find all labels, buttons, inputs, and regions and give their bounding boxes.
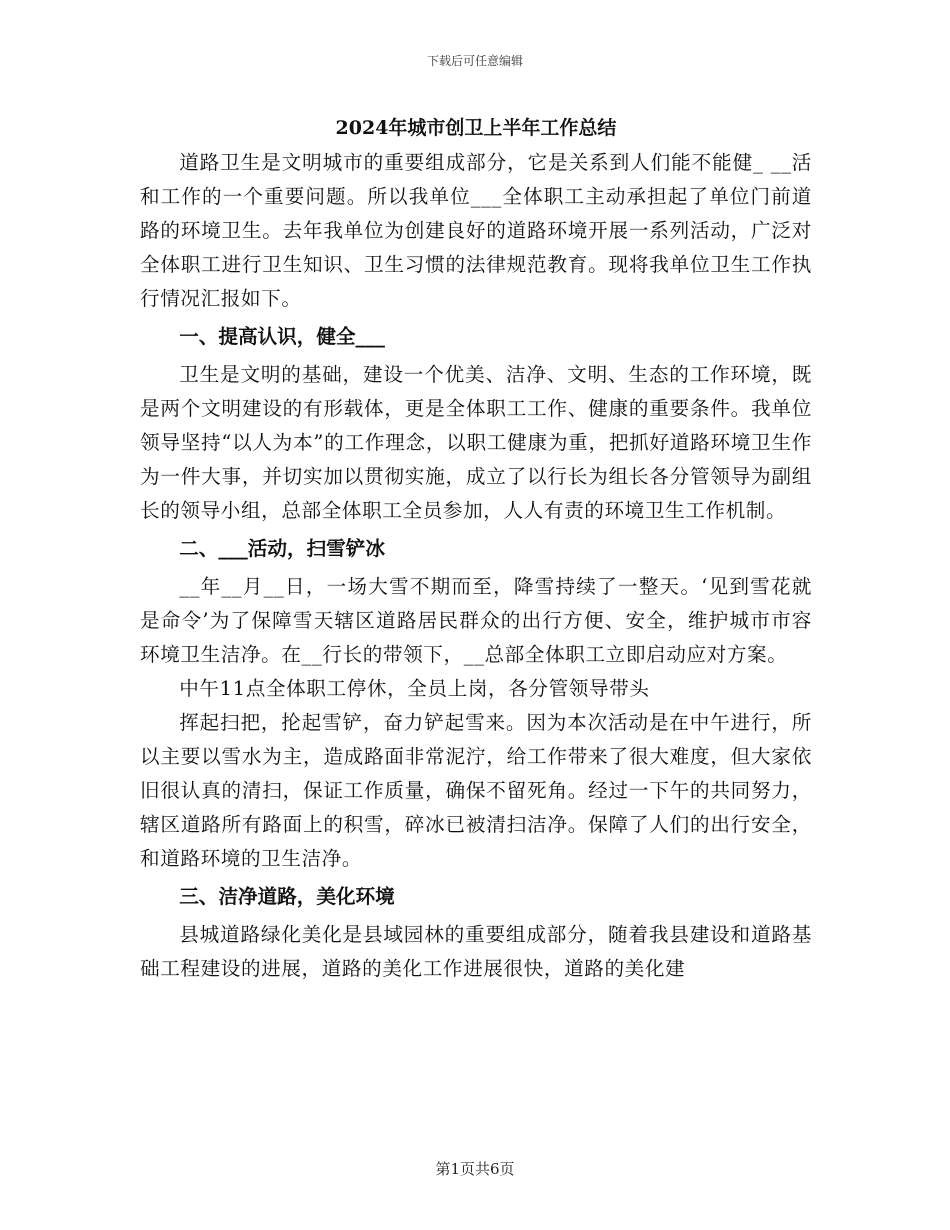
document-title: 2024年城市创卫上半年工作总结 (335, 117, 617, 139)
section-heading-3: 三、洁净道路，美化环境 (179, 885, 395, 908)
document-body (140, 110, 812, 986)
section-heading-1: 一、提高认识，健全___ (179, 325, 385, 348)
section-1-paragraph: 卫生是文明的基础，建设一个优美、洁净、文明、生态的工作环境，既是两个文明建设的有形载体，更是全体职工工作、健康的重要条件。我单位领导坚持“以人为本”的工作理念，以职工健康为重，把抓好道路环境卫生作为一件大事，并切实加以贯彻实施，成立了以行长为组长各分管领导为副组长的领导小组，总部全体职工全员参加，人人有责的环境卫生工作机制。 (140, 363, 812, 522)
intro-paragraph: 道路卫生是文明城市的重要组成部分，它是关系到人们能不能健_ __活和工作的一个重要问题。所以我单位___全体职工主动承担起了单位门前道路的环境卫生。去年我单位为创建良好的道路环境开展一系列活动，广泛对全体职工进行卫生知识、卫生习惯的法律规范教育。现将我单位卫生工作执行情况汇报如下。 (140, 151, 812, 310)
page-header-note: 下载后可任意编辑 (426, 54, 523, 68)
page-number-footer: 第1页共6页 (435, 1160, 515, 1178)
section-2-paragraph-2: 中午11点全体职工停休，全员上岗，各分管领导带头 (179, 677, 650, 700)
section-2-paragraph-1: __年__月__日，一场大雪不期而至，降雪持续了一整天。‘见到雪花就是命令’为了保障雪天辖区道路居民群众的出行方便、安全，维护城市市容环境卫生洁净。在__行长的带领下，__总部全体职工立即启动应对方案。 (140, 575, 812, 666)
section-3-paragraph: 县城道路绿化美化是县域园林的重要组成部分，随着我县建设和道路基础工程建设的进展，道路的美化工作进展很快，道路的美化建 (140, 923, 812, 980)
section-2-paragraph-3: 挥起扫把，抡起雪铲，奋力铲起雪来。因为本次活动是在中午进行，所以主要以雪水为主，造成路面非常泥泞，给工作带来了很大难度，但大家依旧很认真的清扫，保证工作质量，确保不留死角。经过一下午的共同努力，辖区道路所有路面上的积雪，碎冰已被清扫洁净。保障了人们的出行安全，和道路环境的卫生洁净。 (140, 711, 812, 870)
section-heading-2: 二、___活动，扫雪铲冰 (179, 537, 385, 560)
